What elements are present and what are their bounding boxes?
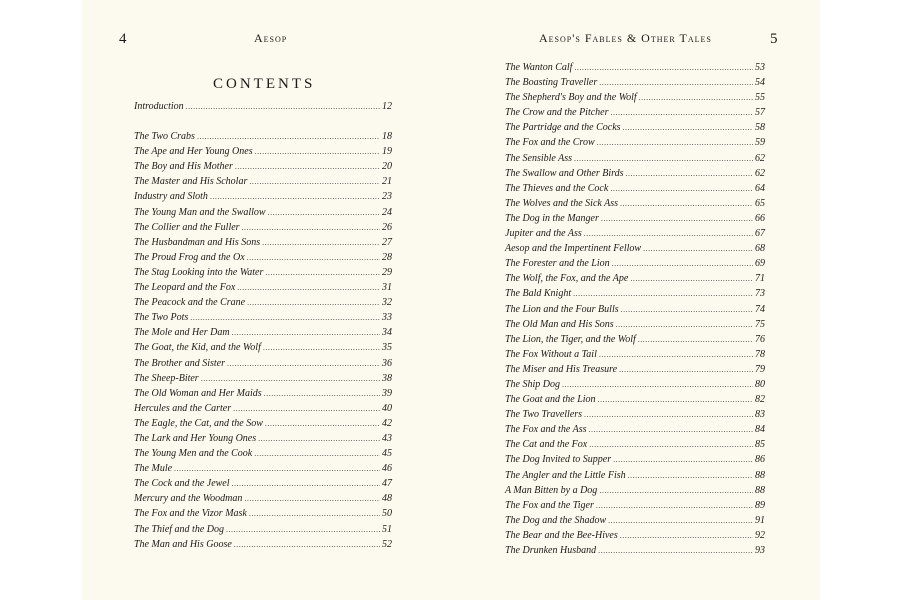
toc-entry-page: 29 bbox=[382, 266, 392, 278]
toc-entry-page: 54 bbox=[755, 77, 765, 89]
toc-entry-page: 75 bbox=[755, 318, 765, 330]
toc-entry-page: 42 bbox=[382, 417, 392, 429]
toc-entry bbox=[505, 377, 765, 392]
toc-entry-page: 79 bbox=[755, 363, 765, 375]
toc-leader-dots bbox=[621, 302, 753, 317]
toc-entry-title: The Goat, the Kid, and the Wolf bbox=[134, 342, 261, 354]
toc-entry-page: 84 bbox=[755, 424, 765, 436]
toc-entry-title: The Cat and the Fox bbox=[505, 439, 588, 451]
toc-leader-dots bbox=[197, 129, 380, 144]
toc-entry-page: 36 bbox=[382, 357, 392, 369]
toc-entry bbox=[505, 392, 765, 407]
toc-entry-title: The Boasting Traveller bbox=[505, 77, 598, 89]
toc-entry bbox=[134, 235, 392, 250]
toc-entry-page: 57 bbox=[755, 107, 765, 119]
toc-entry-page: 73 bbox=[755, 288, 765, 300]
toc-entry-page: 45 bbox=[382, 448, 392, 460]
toc-entry-title: The Forester and the Lion bbox=[505, 258, 610, 270]
toc-entry-title: The Lion and the Four Bulls bbox=[505, 303, 619, 315]
toc-entry-title: The Miser and His Treasure bbox=[505, 363, 618, 375]
toc-leader-dots bbox=[598, 543, 753, 558]
toc-leader-dots bbox=[249, 506, 380, 521]
toc-entry-page: 82 bbox=[755, 394, 765, 406]
toc-entry-title: The Two Crabs bbox=[134, 131, 195, 143]
toc-leader-dots bbox=[599, 347, 753, 362]
toc-entry-title: The Ship Dog bbox=[505, 378, 560, 390]
toc-entry bbox=[505, 317, 765, 332]
toc-entry-title: The Fox and the Vizor Mask bbox=[134, 508, 247, 520]
toc-entry bbox=[505, 498, 765, 513]
toc-leader-dots bbox=[190, 310, 380, 325]
toc-entry bbox=[134, 476, 392, 491]
toc-entry-title: The Fox and the Tiger bbox=[505, 499, 594, 511]
toc-entry bbox=[134, 310, 392, 325]
toc-leader-dots bbox=[232, 476, 380, 491]
toc-entry-page: 47 bbox=[382, 478, 392, 490]
toc-leader-dots bbox=[562, 377, 753, 392]
toc-entry bbox=[134, 205, 392, 220]
right-running-head: Aesop's Fables & Other Tales bbox=[539, 31, 712, 45]
toc-entry-title: The Two Travellers bbox=[505, 409, 583, 421]
toc-entry bbox=[134, 401, 392, 416]
toc-leader-dots bbox=[623, 120, 753, 135]
toc-leader-dots bbox=[244, 491, 380, 506]
toc-entry-title: The Young Man and the Swallow bbox=[134, 206, 266, 218]
left-page-number: 4 bbox=[119, 31, 127, 47]
toc-leader-dots bbox=[610, 181, 753, 196]
toc-leader-dots bbox=[612, 256, 753, 271]
toc-leader-dots bbox=[226, 522, 380, 537]
toc-entry-page: 26 bbox=[382, 221, 392, 233]
toc-entry bbox=[134, 189, 392, 204]
toc-leader-dots bbox=[234, 537, 380, 552]
toc-leader-dots bbox=[574, 151, 753, 166]
toc-entry-page: 86 bbox=[755, 454, 765, 466]
toc-entry-title: The Dog Invited to Supper bbox=[505, 454, 612, 466]
toc-leader-dots bbox=[265, 416, 380, 431]
toc-entry-title: The Proud Frog and the Ox bbox=[134, 251, 245, 263]
toc-entry-title: The Sheep-Biter bbox=[134, 372, 199, 384]
toc-entry-page: 32 bbox=[382, 297, 392, 309]
toc-entry-page: 19 bbox=[382, 146, 392, 158]
toc-leader-dots bbox=[574, 60, 753, 75]
toc-entry bbox=[134, 371, 392, 386]
toc-entry-page: 12 bbox=[382, 101, 392, 112]
toc-entry bbox=[505, 241, 765, 256]
toc-entry-title: The Brother and Sister bbox=[134, 357, 226, 369]
toc-entry-page: 65 bbox=[755, 197, 765, 209]
toc-entry-page: 71 bbox=[755, 273, 765, 285]
toc-leader-dots bbox=[201, 371, 380, 386]
toc-leader-dots bbox=[601, 211, 753, 226]
toc-entry-title: The Dog and the Shadow bbox=[505, 514, 607, 526]
toc-entry bbox=[134, 159, 392, 174]
toc-leader-dots bbox=[584, 226, 753, 241]
toc-entry-title: The Peacock and the Crane bbox=[134, 297, 246, 309]
toc-entry bbox=[134, 416, 392, 431]
toc-entry bbox=[505, 452, 765, 467]
left-running-head: Aesop bbox=[254, 31, 288, 45]
toc-leader-dots bbox=[596, 498, 753, 513]
toc-leader-dots bbox=[598, 392, 753, 407]
toc-leader-dots bbox=[573, 286, 753, 301]
toc-entry bbox=[134, 129, 392, 144]
left-page bbox=[82, 0, 439, 600]
toc-entry-page: 39 bbox=[382, 387, 392, 399]
toc-entry bbox=[134, 491, 392, 506]
toc-entry-title: The Fox and the Ass bbox=[505, 424, 587, 436]
toc-entry bbox=[134, 144, 392, 159]
toc-entry-page: 66 bbox=[755, 212, 765, 224]
toc-leader-dots bbox=[263, 340, 380, 355]
toc-entry-title: The Bald Knight bbox=[505, 288, 572, 300]
toc-entry bbox=[505, 90, 765, 105]
right-page-number: 5 bbox=[770, 31, 778, 47]
toc-entry bbox=[505, 407, 765, 422]
toc-entry bbox=[134, 99, 392, 114]
toc-entry-title: The Angler and the Little Fish bbox=[505, 469, 626, 481]
toc-leader-dots bbox=[620, 528, 753, 543]
toc-entry-page: 21 bbox=[382, 176, 392, 188]
toc-entry-title: The Sensible Ass bbox=[505, 152, 573, 164]
toc-entry bbox=[505, 135, 765, 150]
toc-entry bbox=[505, 286, 765, 301]
toc-leader-dots bbox=[235, 159, 380, 174]
toc-entry-page: 55 bbox=[755, 92, 765, 104]
toc-entry bbox=[505, 75, 765, 90]
toc-entry bbox=[505, 181, 765, 196]
toc-entry-title: The Shepherd's Boy and the Wolf bbox=[505, 92, 637, 104]
toc-entry bbox=[505, 437, 765, 452]
toc-entry-page: 27 bbox=[382, 236, 392, 248]
toc-entry bbox=[134, 506, 392, 521]
toc-entry bbox=[134, 174, 392, 189]
toc-leader-dots bbox=[265, 265, 380, 280]
toc-leader-dots bbox=[233, 401, 380, 416]
toc-entry-page: 76 bbox=[755, 333, 765, 345]
toc-entry-page: 68 bbox=[755, 243, 765, 255]
toc-entry-title: The Swallow and Other Birds bbox=[505, 167, 624, 179]
toc-leader-dots bbox=[613, 452, 753, 467]
toc-leader-dots bbox=[588, 422, 753, 437]
toc-entry bbox=[134, 461, 392, 476]
toc-leader-dots bbox=[608, 513, 753, 528]
toc-leader-dots bbox=[242, 220, 380, 235]
toc-entry bbox=[505, 120, 765, 135]
toc-entry bbox=[134, 356, 392, 371]
toc-entry-page: 67 bbox=[755, 228, 765, 240]
toc-entry bbox=[134, 386, 392, 401]
toc-entry-title: The Mule bbox=[134, 463, 173, 475]
toc-leader-dots bbox=[254, 446, 380, 461]
toc-leader-dots bbox=[237, 280, 380, 295]
toc-leader-dots bbox=[619, 362, 753, 377]
toc-leader-dots bbox=[589, 437, 753, 452]
toc-leader-dots bbox=[232, 325, 380, 340]
toc-entry bbox=[505, 422, 765, 437]
toc-entry-page: 59 bbox=[755, 137, 765, 149]
toc-leader-dots bbox=[616, 317, 753, 332]
toc-leader-dots bbox=[626, 166, 753, 181]
toc-entry-page: 91 bbox=[755, 514, 765, 526]
toc-entry-page: 33 bbox=[382, 312, 392, 324]
toc-entry-title: The Thief and the Dog bbox=[134, 523, 224, 535]
toc-entry-title: The Man and His Goose bbox=[134, 538, 232, 550]
toc-entry-title: The Dog in the Manger bbox=[505, 212, 599, 224]
toc-entry bbox=[505, 483, 765, 498]
toc-entry-title: The Husbandman and His Sons bbox=[134, 236, 261, 248]
toc-entry-title: The Old Man and His Sons bbox=[505, 318, 614, 330]
toc-entry bbox=[134, 220, 392, 235]
toc-entry-title: Jupiter and the Ass bbox=[505, 228, 582, 240]
toc-entry-title: The Mole and Her Dam bbox=[134, 327, 230, 339]
toc-entry bbox=[134, 431, 392, 446]
right-toc-list bbox=[505, 60, 765, 558]
toc-entry-page: 85 bbox=[755, 439, 765, 451]
toc-entry-page: 78 bbox=[755, 348, 765, 360]
toc-entry-page: 88 bbox=[755, 484, 765, 496]
toc-entry-title: The Wolves and the Sick Ass bbox=[505, 197, 619, 209]
toc-entry-title: The Bear and the Bee-Hives bbox=[505, 529, 618, 541]
toc-entry-page: 40 bbox=[382, 402, 392, 414]
toc-entry bbox=[505, 105, 765, 120]
toc-leader-dots bbox=[628, 468, 753, 483]
toc-entry-page: 23 bbox=[382, 191, 392, 203]
toc-entry-page: 46 bbox=[382, 463, 392, 475]
toc-entry-page: 62 bbox=[755, 152, 765, 164]
toc-entry-title: The Collier and the Fuller bbox=[134, 221, 240, 233]
toc-entry-title: The Thieves and the Cock bbox=[505, 182, 609, 194]
toc-entry-page: 83 bbox=[755, 409, 765, 421]
toc-leader-dots bbox=[599, 75, 753, 90]
toc-entry-title: Hercules and the Carter bbox=[134, 402, 232, 414]
toc-entry bbox=[505, 332, 765, 347]
toc-entry-page: 18 bbox=[382, 131, 392, 143]
toc-leader-dots bbox=[597, 135, 753, 150]
toc-entry-page: 93 bbox=[755, 545, 765, 556]
toc-entry-title: The Boy and His Mother bbox=[134, 161, 233, 173]
toc-entry-page: 51 bbox=[382, 523, 392, 535]
toc-leader-dots bbox=[264, 386, 380, 401]
toc-entry-title: The Old Woman and Her Maids bbox=[134, 387, 262, 399]
toc-entry-page: 69 bbox=[755, 258, 765, 270]
toc-entry bbox=[134, 522, 392, 537]
toc-entry bbox=[134, 295, 392, 310]
toc-entry bbox=[505, 226, 765, 241]
toc-entry-page: 92 bbox=[755, 529, 765, 541]
toc-entry bbox=[505, 196, 765, 211]
toc-entry-page: 31 bbox=[382, 282, 392, 294]
toc-leader-dots bbox=[639, 90, 753, 105]
toc-leader-dots bbox=[584, 407, 753, 422]
toc-entry bbox=[505, 256, 765, 271]
toc-entry-title: The Lark and Her Young Ones bbox=[134, 432, 257, 444]
toc-leader-dots bbox=[174, 461, 380, 476]
toc-entry-title: The Wolf, the Fox, and the Ape bbox=[505, 273, 629, 285]
toc-entry bbox=[505, 528, 765, 543]
contents-heading: CONTENTS bbox=[213, 76, 316, 92]
toc-entry-page: 64 bbox=[755, 182, 765, 194]
toc-entry-title: The Fox and the Crow bbox=[505, 137, 595, 149]
toc-entry-page: 80 bbox=[755, 378, 765, 390]
toc-entry-title: The Master and His Scholar bbox=[134, 176, 248, 188]
toc-entry-page: 38 bbox=[382, 372, 392, 384]
toc-leader-dots bbox=[255, 144, 380, 159]
toc-entry bbox=[505, 362, 765, 377]
toc-entry-page: 88 bbox=[755, 469, 765, 481]
toc-entry-page: 53 bbox=[755, 62, 765, 73]
toc-entry bbox=[134, 325, 392, 340]
toc-entry bbox=[505, 543, 765, 558]
toc-entry-title: The Lion, the Tiger, and the Wolf bbox=[505, 333, 636, 345]
toc-entry bbox=[505, 513, 765, 528]
toc-leader-dots bbox=[262, 235, 380, 250]
toc-entry-page: 48 bbox=[382, 493, 392, 505]
toc-entry-title: The Eagle, the Cat, and the Sow bbox=[134, 417, 263, 429]
toc-entry-title: The Wanton Calf bbox=[505, 62, 573, 73]
toc-entry-title: Industry and Sloth bbox=[134, 191, 208, 203]
toc-entry-page: 34 bbox=[382, 327, 392, 339]
toc-leader-dots bbox=[268, 205, 380, 220]
toc-entry-title: Aesop and the Impertinent Fellow bbox=[505, 243, 642, 255]
toc-entry-page: 35 bbox=[382, 342, 392, 354]
toc-entry-title: The Partridge and the Cocks bbox=[505, 122, 621, 134]
toc-leader-dots bbox=[599, 483, 753, 498]
toc-entry-page: 62 bbox=[755, 167, 765, 179]
toc-entry-page: 58 bbox=[755, 122, 765, 134]
toc-entry-title: The Leopard and the Fox bbox=[134, 282, 236, 294]
left-toc-list bbox=[134, 99, 392, 552]
toc-entry-title: The Fox Without a Tail bbox=[505, 348, 597, 360]
toc-entry-page: 20 bbox=[382, 161, 392, 173]
toc-entry bbox=[505, 166, 765, 181]
toc-entry-title: The Cock and the Jewel bbox=[134, 478, 230, 490]
toc-entry bbox=[505, 60, 765, 75]
toc-leader-dots bbox=[620, 196, 753, 211]
toc-entry bbox=[134, 265, 392, 280]
toc-entry-title: The Goat and the Lion bbox=[505, 394, 596, 406]
toc-entry bbox=[134, 340, 392, 355]
toc-leader-dots bbox=[247, 250, 380, 265]
toc-entry-page: 24 bbox=[382, 206, 392, 218]
toc-entry-title: The Two Pots bbox=[134, 312, 189, 324]
toc-entry bbox=[505, 271, 765, 286]
toc-leader-dots bbox=[258, 431, 380, 446]
toc-entry-page: 52 bbox=[382, 538, 392, 550]
toc-leader-dots bbox=[186, 99, 380, 114]
toc-entry-title: The Stag Looking into the Water bbox=[134, 266, 264, 278]
toc-entry-page: 28 bbox=[382, 251, 392, 263]
toc-leader-dots bbox=[227, 356, 380, 371]
toc-entry-title: The Young Men and the Cook bbox=[134, 448, 253, 460]
toc-entry bbox=[134, 537, 392, 552]
toc-entry-page: 50 bbox=[382, 508, 392, 520]
toc-entry bbox=[505, 468, 765, 483]
toc-leader-dots bbox=[210, 189, 380, 204]
toc-entry bbox=[505, 211, 765, 226]
toc-entry bbox=[134, 250, 392, 265]
toc-leader-dots bbox=[249, 174, 380, 189]
toc-entry bbox=[505, 302, 765, 317]
toc-leader-dots bbox=[643, 241, 753, 256]
toc-entry-title: The Crow and the Pitcher bbox=[505, 107, 609, 119]
toc-entry-title: Introduction bbox=[134, 101, 184, 112]
toc-entry-title: Mercury and the Woodman bbox=[134, 493, 243, 505]
toc-entry bbox=[134, 280, 392, 295]
toc-entry-page: 89 bbox=[755, 499, 765, 511]
toc-entry bbox=[505, 151, 765, 166]
toc-leader-dots bbox=[247, 295, 380, 310]
toc-entry-page: 74 bbox=[755, 303, 765, 315]
toc-entry bbox=[505, 347, 765, 362]
right-page bbox=[439, 0, 820, 600]
toc-leader-dots bbox=[611, 105, 753, 120]
toc-entry-page: 43 bbox=[382, 432, 392, 444]
toc-entry-title: The Ape and Her Young Ones bbox=[134, 146, 253, 158]
toc-entry-title: The Drunken Husband bbox=[505, 545, 597, 556]
toc-leader-dots bbox=[630, 271, 753, 286]
toc-entry-title: A Man Bitten by a Dog bbox=[505, 484, 598, 496]
toc-leader-dots bbox=[638, 332, 753, 347]
toc-entry bbox=[134, 446, 392, 461]
